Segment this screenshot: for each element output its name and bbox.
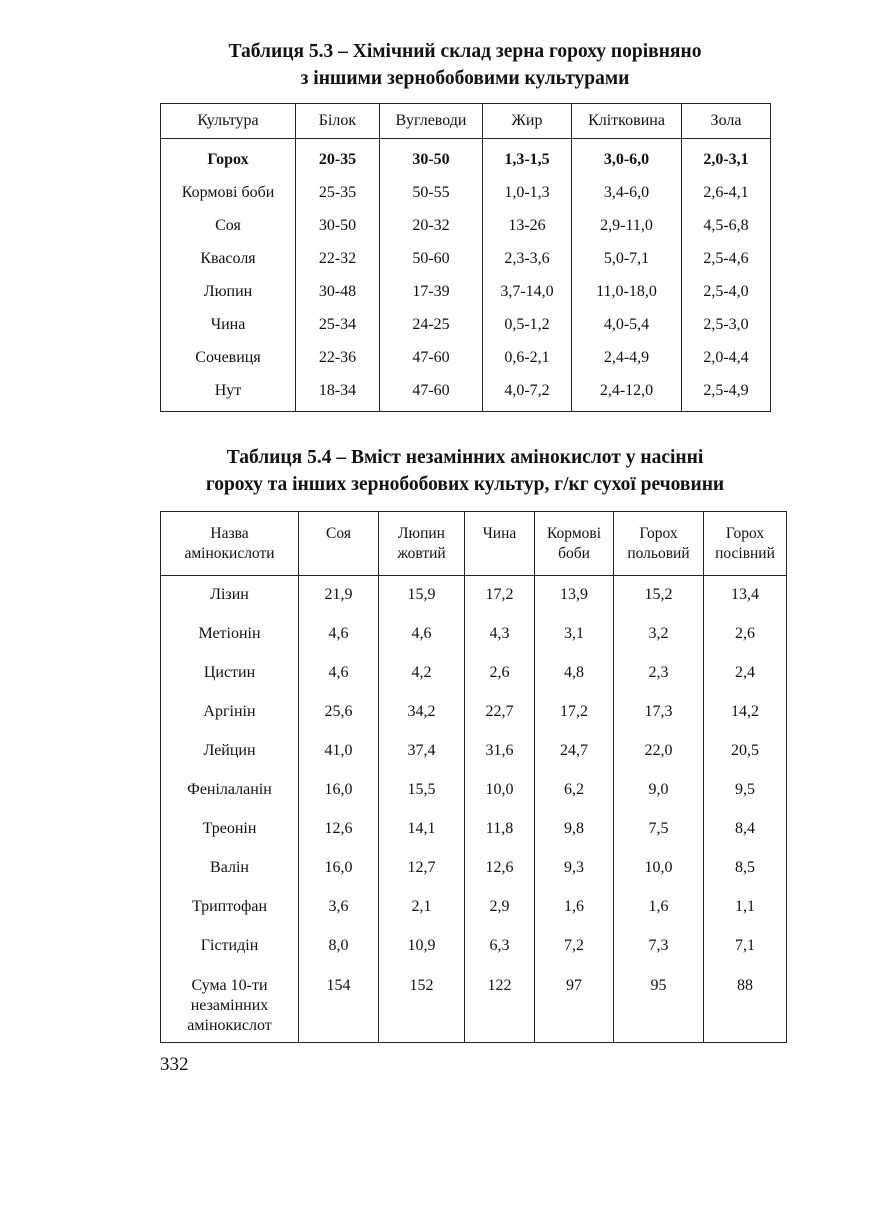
table-5-4 [160,511,787,1043]
table-cell: 4,0-5,4 [572,308,682,341]
table-cell: 5,0-7,1 [572,242,682,275]
table-cell: 50-60 [380,242,483,275]
table-row [161,621,787,660]
table-cell: 3,2 [614,621,704,660]
table-cell: 0,6-2,1 [483,341,572,374]
table-cell: 13-26 [483,209,572,242]
table-row-sum [161,972,787,1043]
table-cell: 88 [704,972,787,1043]
table-cell: 154 [299,972,379,1043]
table-cell: 9,5 [704,777,787,816]
table-cell: 2,1 [379,894,465,933]
table-cell: 1,6 [614,894,704,933]
table-cell: 2,4-12,0 [572,374,682,412]
column-header: Соя [299,512,379,576]
column-header: Вуглеводи [380,104,483,139]
table-cell: 20-35 [296,139,380,177]
table-cell: 1,6 [535,894,614,933]
column-header: Чина [465,512,535,576]
table-cell: Лейцин [161,738,299,777]
table-cell: Квасоля [161,242,296,275]
table-cell: 12,6 [299,816,379,855]
table-cell: 6,2 [535,777,614,816]
table-cell: 10,9 [379,933,465,972]
table-cell: Треонін [161,816,299,855]
table-row [161,139,771,177]
table-cell: 9,8 [535,816,614,855]
table-row [161,855,787,894]
table-cell: 2,5-4,9 [682,374,771,412]
table-cell: 2,5-4,0 [682,275,771,308]
table-cell: Соя [161,209,296,242]
table-cell: 22-32 [296,242,380,275]
table-row [161,660,787,699]
table-cell: 17,2 [465,576,535,622]
caption-line: з іншими зернобобовими культурами [300,68,630,89]
table-cell: 31,6 [465,738,535,777]
table-cell: Лізин [161,576,299,622]
table-cell: 12,7 [379,855,465,894]
caption-line: Таблиця 5.4 – Вміст незамінних амінокислот у насінні [226,447,704,468]
table-cell: 2,9-11,0 [572,209,682,242]
table-cell: 2,6 [465,660,535,699]
table-cell: 16,0 [299,777,379,816]
table-cell: 24,7 [535,738,614,777]
table-5-3 [160,103,771,412]
table-cell: Нут [161,374,296,412]
table-cell: 47-60 [380,374,483,412]
table-5-4-caption [150,444,780,498]
table-cell: 20-32 [380,209,483,242]
table-row [161,209,771,242]
table-cell: 0,5-1,2 [483,308,572,341]
table-cell: 47-60 [380,341,483,374]
table-cell: 3,6 [299,894,379,933]
table-cell: 4,2 [379,660,465,699]
table-cell: 7,1 [704,933,787,972]
column-header: Жир [483,104,572,139]
table-cell: 14,2 [704,699,787,738]
table-cell: 15,5 [379,777,465,816]
table-cell: 34,2 [379,699,465,738]
table-cell: 11,0-18,0 [572,275,682,308]
table-cell: 2,3-3,6 [483,242,572,275]
table-cell: 3,1 [535,621,614,660]
table-cell: Аргінін [161,699,299,738]
table-cell: Чина [161,308,296,341]
table-cell: 2,4-4,9 [572,341,682,374]
table-cell: 7,2 [535,933,614,972]
table-cell: 8,0 [299,933,379,972]
table-cell: 8,4 [704,816,787,855]
column-header: Білок [296,104,380,139]
table-cell: 21,9 [299,576,379,622]
column-header: Люпин жовтий [379,512,465,576]
column-header: Клітковина [572,104,682,139]
column-header: Назва амінокислоти [161,512,299,576]
table-cell: 50-55 [380,176,483,209]
table-cell: Метіонін [161,621,299,660]
table-cell: 37,4 [379,738,465,777]
table-cell: Фенілаланін [161,777,299,816]
table-cell: Триптофан [161,894,299,933]
table-row [161,894,787,933]
table-cell: 8,5 [704,855,787,894]
table-cell: 1,3-1,5 [483,139,572,177]
table-row [161,275,771,308]
table-cell: 2,9 [465,894,535,933]
table-header-row [161,104,771,139]
caption-line: гороху та інших зернобобових культур, г/кг сухої речовини [205,474,725,495]
table-cell: 7,3 [614,933,704,972]
page-number: 332 [160,1054,189,1075]
table-row [161,933,787,972]
table-cell: 13,9 [535,576,614,622]
column-header: Горох польовий [614,512,704,576]
table-cell: 95 [614,972,704,1043]
table-cell: 13,4 [704,576,787,622]
table-cell: 3,0-6,0 [572,139,682,177]
column-header: Горох посівний [704,512,787,576]
table-row [161,176,771,209]
table-cell: Люпин [161,275,296,308]
table-cell: 25-34 [296,308,380,341]
table-cell: 11,8 [465,816,535,855]
table-cell: 14,1 [379,816,465,855]
table-cell: 16,0 [299,855,379,894]
table-cell: 20,5 [704,738,787,777]
table-row [161,576,787,622]
table-cell: 2,3 [614,660,704,699]
table-cell: 3,4-6,0 [572,176,682,209]
table-cell: 2,6-4,1 [682,176,771,209]
table-cell: 122 [465,972,535,1043]
table-cell: 22,7 [465,699,535,738]
table-cell: 4,3 [465,621,535,660]
table-row [161,374,771,412]
table-row [161,308,771,341]
table-cell: 15,2 [614,576,704,622]
column-header: Зола [682,104,771,139]
table-cell: 30-48 [296,275,380,308]
table-cell: 97 [535,972,614,1043]
table-cell: Валін [161,855,299,894]
table-cell: 30-50 [380,139,483,177]
table-cell: 4,0-7,2 [483,374,572,412]
table-cell: 10,0 [614,855,704,894]
sum-label-cell: Сума 10-ти незамінних амінокислот [161,972,299,1043]
table-cell: 1,1 [704,894,787,933]
table-row [161,816,787,855]
table-cell: Цистин [161,660,299,699]
table-5-3-caption [150,38,780,92]
table-cell: 22,0 [614,738,704,777]
table-cell: 30-50 [296,209,380,242]
table-row [161,777,787,816]
caption-line: Таблиця 5.3 – Хімічний склад зерна гороху порівняно [228,41,702,62]
table-cell: 9,0 [614,777,704,816]
table-cell: 2,6 [704,621,787,660]
table-cell: 17-39 [380,275,483,308]
table-cell: 22-36 [296,341,380,374]
table-cell: 4,6 [299,660,379,699]
table-cell: 4,5-6,8 [682,209,771,242]
table-cell: 17,3 [614,699,704,738]
table-cell: 2,5-3,0 [682,308,771,341]
table-cell: Кормові боби [161,176,296,209]
table-cell: 6,3 [465,933,535,972]
table-cell: 2,5-4,6 [682,242,771,275]
table-cell: 17,2 [535,699,614,738]
table-cell: Горох [161,139,296,177]
table-cell: 2,0-4,4 [682,341,771,374]
table-header-row [161,512,787,576]
table-cell: 1,0-1,3 [483,176,572,209]
table-cell: 7,5 [614,816,704,855]
table-cell: 25-35 [296,176,380,209]
table-row [161,341,771,374]
table-cell: 10,0 [465,777,535,816]
table-cell: 12,6 [465,855,535,894]
table-cell: 4,6 [299,621,379,660]
column-header: Кормові боби [535,512,614,576]
table-row [161,738,787,777]
column-header: Культура [161,104,296,139]
table-cell: 3,7-14,0 [483,275,572,308]
table-cell: 18-34 [296,374,380,412]
table-cell: 2,4 [704,660,787,699]
table-cell: 24-25 [380,308,483,341]
table-cell: 152 [379,972,465,1043]
table-cell: 25,6 [299,699,379,738]
table-row [161,699,787,738]
table-cell: 15,9 [379,576,465,622]
table-cell: Гістидін [161,933,299,972]
table-cell: Сочевиця [161,341,296,374]
table-cell: 4,6 [379,621,465,660]
table-cell: 4,8 [535,660,614,699]
table-cell: 9,3 [535,855,614,894]
table-cell: 41,0 [299,738,379,777]
table-row [161,242,771,275]
table-cell: 2,0-3,1 [682,139,771,177]
